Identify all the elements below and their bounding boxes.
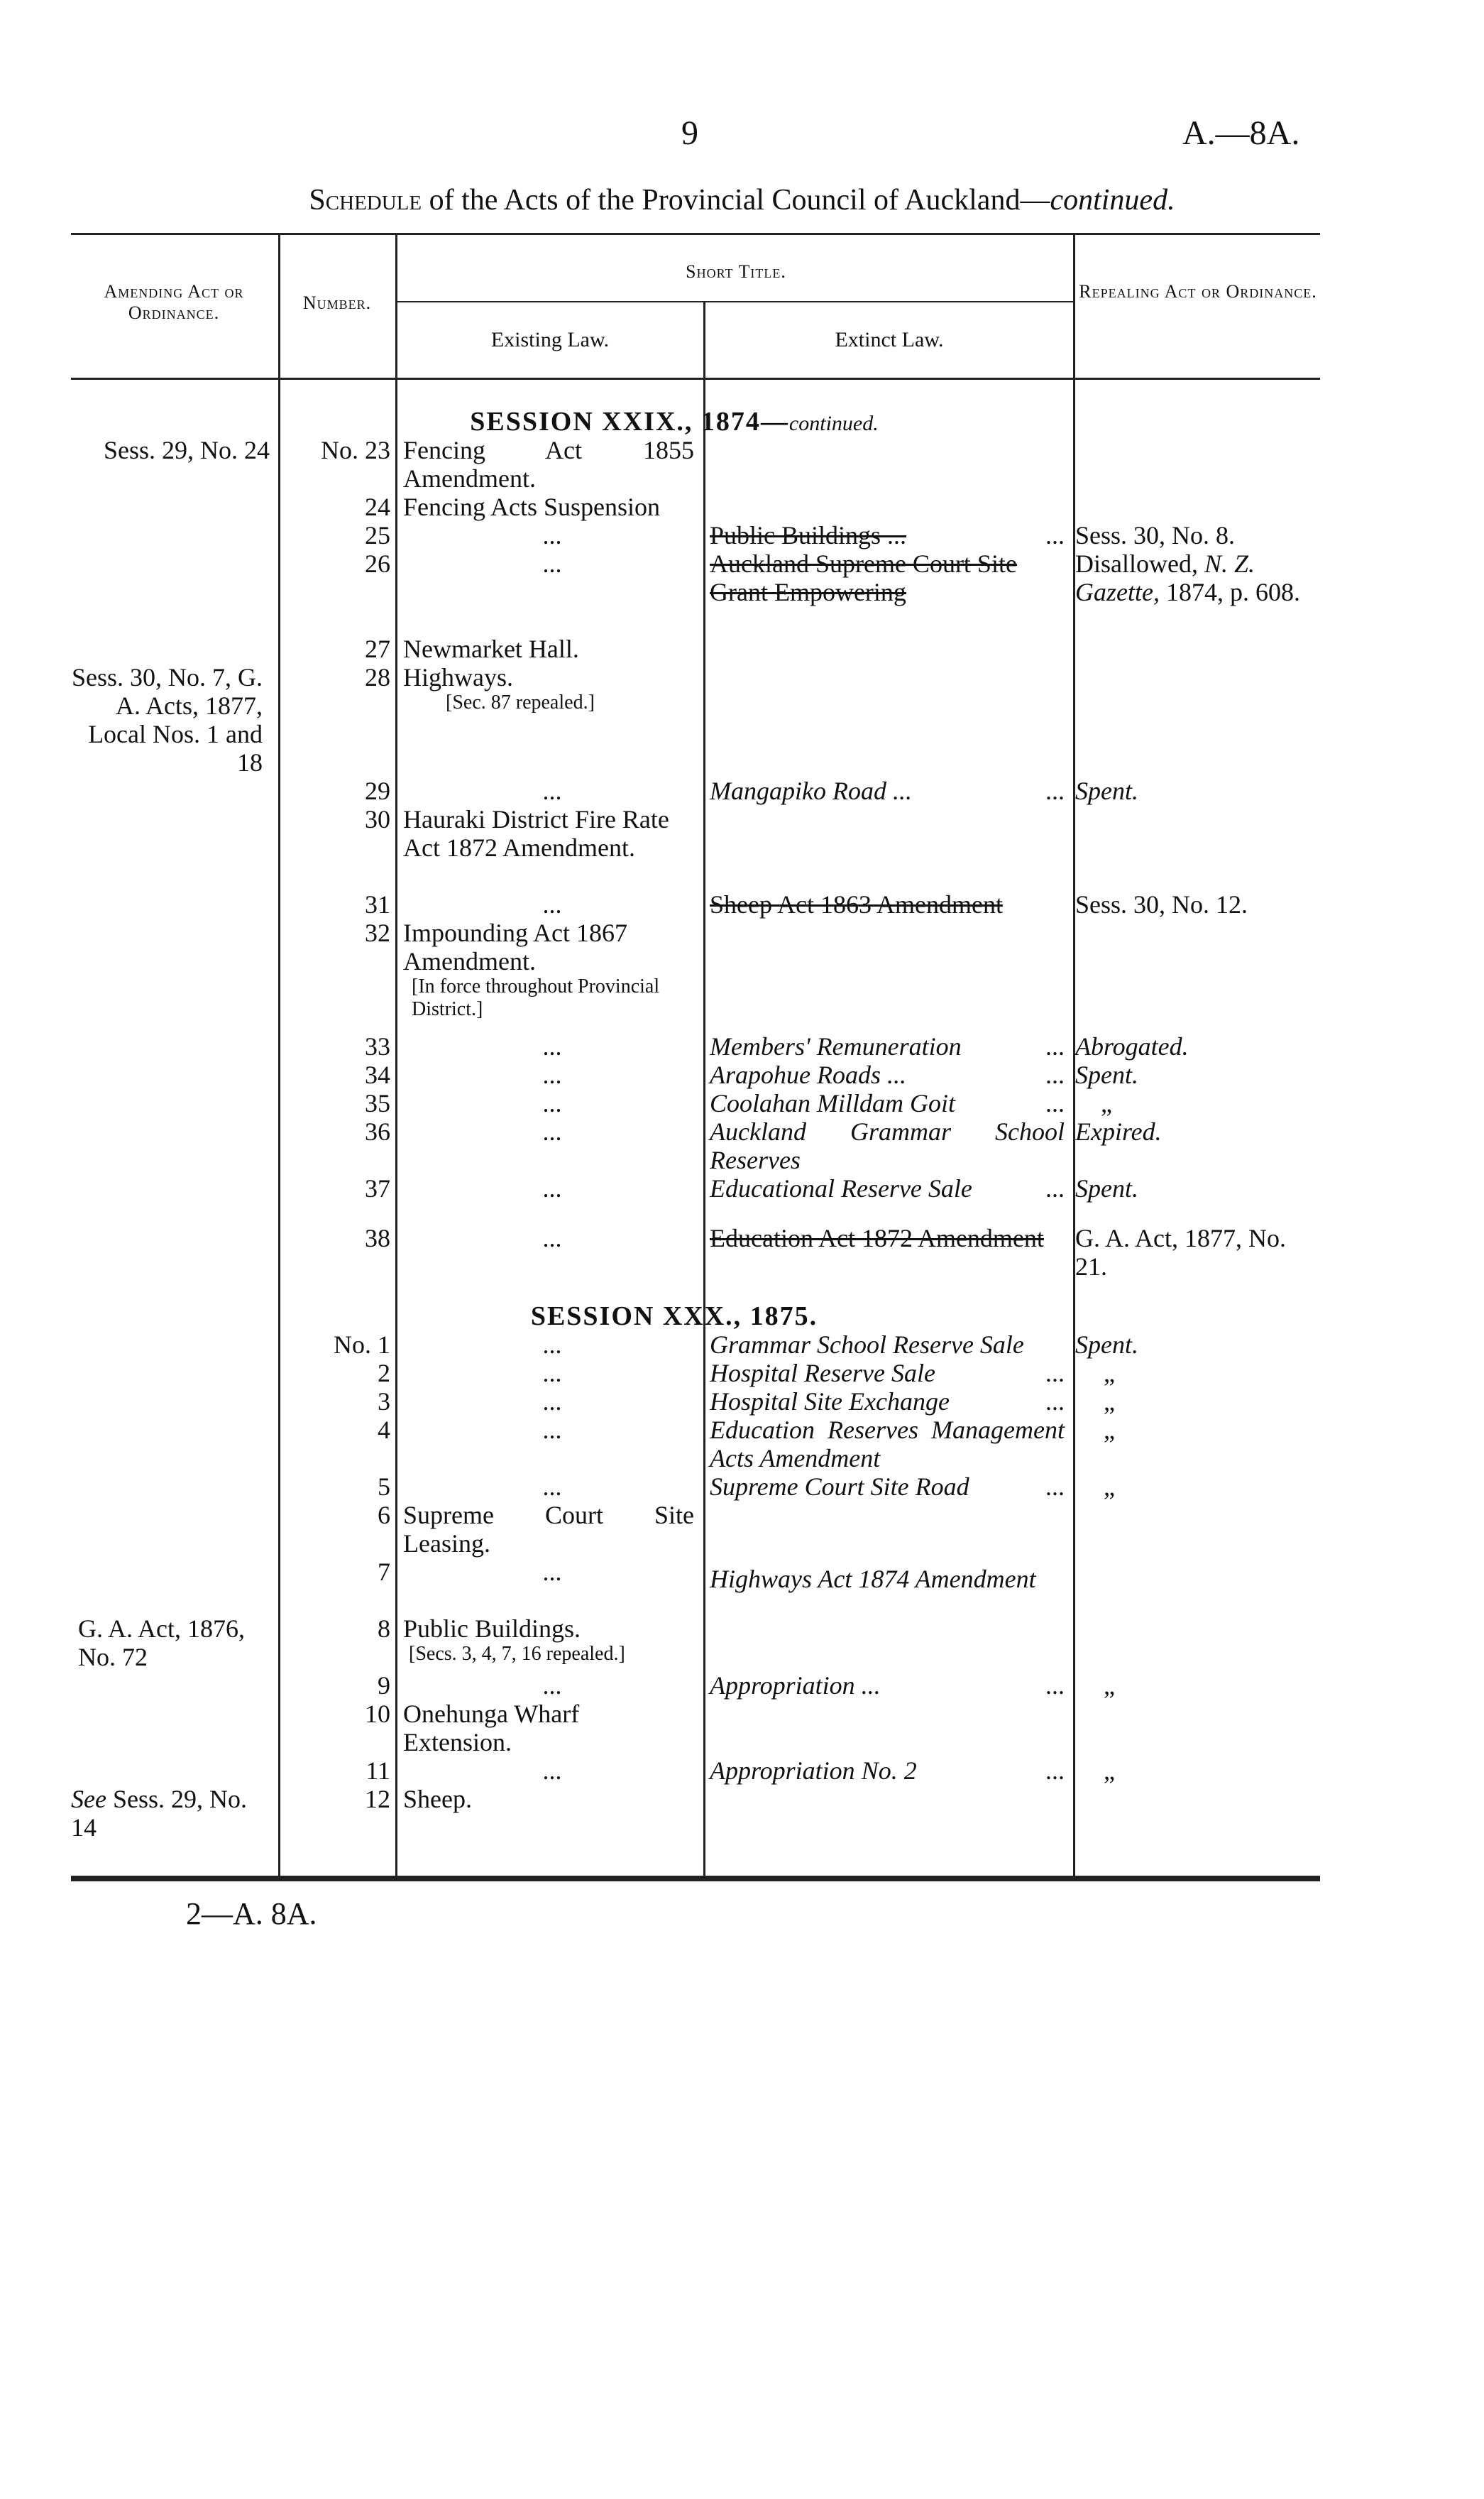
extinct-law [710,1089,1065,1117]
col-rule-2 [395,234,397,1876]
repeal-note: [Sec. 87 repealed.] [446,691,595,713]
session-heading-xxix [284,406,1065,437]
leader-dots: ... [1045,1032,1065,1061]
act-number: 30 [365,805,390,833]
act-number: 35 [365,1089,390,1117]
act-number: 36 [365,1117,390,1146]
existing-law: ... [542,777,562,805]
repealing-act: Sess. 30, No. 8. [1075,521,1236,549]
amending-act: Sess. 30, No. 7, G. A. Acts, 1877, Local Nos. 1 and 18 [71,663,263,777]
leader-dots: ... [1045,1174,1065,1203]
existing-law: Fencing Acts Suspension [403,493,661,521]
leader-dots: ... [1045,1359,1065,1387]
act-number: 34 [365,1061,390,1089]
act-number: 32 [365,919,390,947]
repeal-page: 1874, p. 608. [1159,578,1300,606]
extinct-law [710,1061,1065,1089]
existing-law: Hauraki District Fire Rate Act 1872 Amendment. [403,805,669,862]
extinct-title: Appropriation No. 2 [710,1756,917,1785]
existing-law: ... [542,1359,562,1387]
ditto-mark: „ [1104,1472,1115,1501]
existing-law: ... [542,521,562,549]
extinct-title: Appropriation ... [710,1671,881,1700]
header-bottom-rule [71,378,1320,380]
extinct-title: Coolahan Milldam Goit [710,1089,956,1117]
existing-law: ... [542,1061,562,1089]
existing-law: Newmarket Hall. [403,635,579,663]
extinct-law: Auckland Supreme Court Site Grant Empowering [710,549,1017,606]
repeal-note: [Secs. 3, 4, 7, 16 repealed.] [409,1643,625,1665]
table-bottom-rule [71,1876,1320,1881]
extinct-law [710,1472,1065,1501]
header-amending: Amending Act or Ordinance. [104,281,244,323]
see-target: Sess. 29, No. 14 [71,1785,247,1842]
act-number: 9 [378,1671,390,1700]
existing-law [403,1614,701,1666]
header-number: Number. [302,292,372,313]
existing-law: ... [542,1416,562,1444]
header-repealing: Repealing Act or Ordinance. [1079,281,1317,302]
extinct-law [710,1032,1065,1061]
extinct-law: Grammar School Reserve Sale [710,1330,1024,1359]
act-number: 7 [378,1558,390,1586]
header-existing-law: Existing Law. [490,328,610,351]
page-number: 9 [681,114,698,152]
ditto-mark: „ [1104,1671,1115,1700]
force-note: [In force throughout Provincial District.] [412,975,660,1020]
col-rule-3 [703,302,705,1876]
ditto-mark: „ [1104,1416,1115,1444]
document-reference: A.—8A. [1182,114,1300,152]
leader-dots: ... [1045,1756,1065,1785]
repealing-act: Abrogated. [1075,1032,1189,1061]
act-number: 29 [365,777,390,805]
extinct-title: Public Buildings ... [710,521,907,549]
leader-dots: ... [1045,1472,1065,1501]
existing-law: ... [542,549,562,578]
act-number: No. 1 [334,1330,390,1359]
repealing-act: Sess. 30, No. 12. [1075,890,1248,919]
amending-act [71,1785,270,1842]
act-number: 5 [378,1472,390,1501]
extinct-law [710,777,1065,805]
existing-law: Fencing Act 1855 Amendment. [403,436,694,493]
extinct-law [710,1387,1065,1416]
existing-law: ... [542,1224,562,1252]
col-rule-1 [278,234,280,1876]
extinct-title: Hospital Site Exchange [710,1387,950,1416]
repealing-act [1075,549,1309,606]
page-title [0,183,1484,217]
header-short-title: Short Title. [686,261,786,282]
leader-dots: ... [1045,1671,1065,1700]
extinct-title: Members' Remuneration [710,1032,962,1061]
act-number: 25 [365,521,390,549]
act-number: 27 [365,635,390,663]
act-number: 24 [365,493,390,521]
extinct-law [710,521,1065,549]
extinct-law [710,1756,1065,1785]
act-number: 8 [378,1614,390,1643]
extinct-law [710,1174,1065,1203]
repealing-act: Spent. [1075,1174,1138,1203]
leader-dots: ... [1045,521,1065,549]
act-number: 26 [365,549,390,578]
page-footer: 2—A. 8A. [186,1896,317,1931]
leader-dots: ... [1045,1387,1065,1416]
title-prefix: Schedule [309,184,422,217]
act-number: 11 [365,1756,390,1785]
title-main: of the Acts of the Provincial Council of Auckland— [422,184,1050,217]
title-suffix: continued. [1050,184,1175,217]
extinct-title: Arapohue Roads ... [710,1061,906,1089]
repealing-act: Spent. [1075,1061,1138,1089]
extinct-title: Supreme Court Site Road [710,1472,969,1501]
existing-law: ... [542,1472,562,1501]
existing-law: Onehunga Wharf Extension. [403,1700,580,1756]
existing-law: Sheep. [403,1785,472,1813]
act-number: No. 23 [321,436,390,464]
ditto-mark: „ [1104,1359,1115,1387]
ditto-mark: „ [1104,1756,1115,1785]
extinct-law: Auckland Grammar School Reserves [710,1117,1065,1174]
act-number: 3 [378,1387,390,1416]
repeal-gazette: N. Z. Gazette, [1075,549,1255,606]
extinct-law: Education Act 1872 Amendment [710,1224,1044,1252]
existing-law: ... [542,1671,562,1700]
existing-law: ... [542,1330,562,1359]
see-reference: See [71,1785,106,1813]
existing-title: Public Buildings. [403,1614,581,1643]
act-number: 33 [365,1032,390,1061]
header-extinct-law: Extinct Law. [835,328,944,351]
repealing-act: Expired. [1075,1117,1162,1146]
act-number: 37 [365,1174,390,1203]
repealing-act: G. A. Act, 1877, No. 21. [1075,1224,1286,1281]
amending-act: Sess. 29, No. 24 [103,436,270,464]
existing-law [403,919,694,1021]
existing-law: ... [542,1756,562,1785]
existing-law: ... [542,890,562,919]
ditto-mark: „ [1101,1089,1112,1117]
session-suffix: continued. [788,412,879,435]
short-title-rule [397,301,1074,302]
extinct-law: Education Reserves Management Acts Amendment [710,1416,1065,1472]
existing-law: ... [542,1387,562,1416]
extinct-title: Hospital Reserve Sale [710,1359,935,1387]
act-number: 28 [365,663,390,691]
table-top-rule [71,233,1320,235]
existing-law: ... [542,1174,562,1203]
existing-law: ... [542,1032,562,1061]
act-number: 38 [365,1224,390,1252]
extinct-law [710,1359,1065,1387]
leader-dots: ... [1045,1061,1065,1089]
repeal-text: Disallowed, [1075,549,1204,578]
act-number: 2 [378,1359,390,1387]
existing-law: ... [542,1558,562,1586]
existing-title: Highways. [403,663,513,691]
extinct-title: Mangapiko Road ... [710,777,912,805]
repealing-act: Spent. [1075,777,1138,805]
existing-law: ... [542,1089,562,1117]
ditto-mark: „ [1104,1387,1115,1416]
session-label: SESSION XXIX., 1874— [470,407,789,437]
act-number: 12 [365,1785,390,1813]
leader-dots: ... [1045,1089,1065,1117]
extinct-title: Educational Reserve Sale [710,1174,972,1203]
leader-dots: ... [1045,777,1065,805]
act-number: 31 [365,890,390,919]
extinct-law: Sheep Act 1863 Amendment [710,890,1003,919]
extinct-law [710,1671,1065,1700]
session-heading-xxx: SESSION XXX., 1875. [530,1301,818,1331]
act-number: 10 [365,1700,390,1728]
act-number: 6 [378,1501,390,1529]
existing-law: ... [542,1117,562,1146]
act-number: 4 [378,1416,390,1444]
repealing-act: Spent. [1075,1330,1138,1359]
existing-title: Impounding Act 1867 Amendment. [403,919,627,975]
existing-law [403,663,701,714]
extinct-law: Highways Act 1874 Amendment [710,1565,1036,1593]
amending-act: G. A. Act, 1876, No. 72 [78,1614,246,1671]
existing-law: Supreme Court Site Leasing. [403,1501,694,1558]
